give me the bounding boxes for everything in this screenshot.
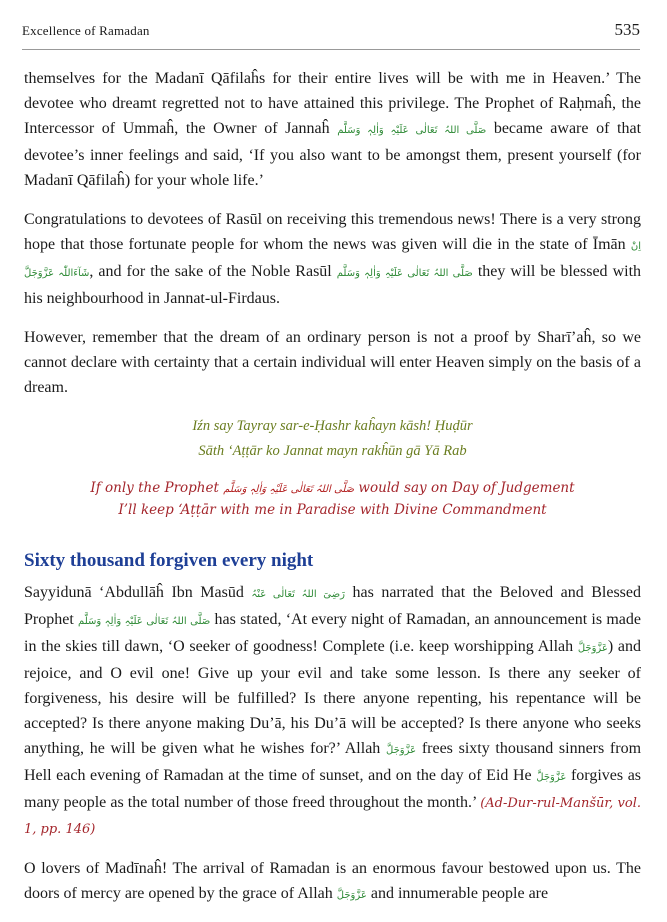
poem-line-transliteration-2: Sāth ‘Aṭṭār ko Jannat mayn rakĥūn gā Yā Rab — [198, 443, 467, 459]
paragraph-dream-caveat — [24, 325, 641, 400]
paragraph-congratulations — [24, 207, 641, 311]
section-heading: Sixty thousand forgiven every night — [24, 550, 314, 571]
page-header — [22, 20, 640, 40]
text-segment: However, remember that the dream of an ordinary person is not a proof by Sharī’aĥ, so we cannot declare with certainty that a certain individual will enter Heaven simply on the basis of a dream. — [24, 329, 641, 396]
insha-allah-glyph: اِنْ شَآءَاللّٰہ عَزَّوَجَلَّ — [24, 241, 642, 279]
salutation-glyph: صَلَّی اللہُ تَعَالٰی عَلَیْہِ وَاٰلِہٖ وَسَلَّم — [336, 268, 473, 279]
text-segment: has narrated that the Beloved and Blessed Prophet — [24, 584, 642, 628]
text-segment: would say on Day of Judgement — [358, 480, 575, 496]
text-segment: If only the Prophet — [90, 480, 219, 496]
text-segment: O lovers of Madīnaĥ! The arrival of Ramadan is an enormous favour bestowed upon us. The doors of mercy are opened by the grace of Allah — [24, 860, 641, 902]
text-segment: Congratulations to devotees of Rasūl on receiving this tremendous news! There is a very strong hope that those fortunate people for whom the news was given will die in the state of Īmān — [24, 211, 641, 253]
text-segment: ) and rejoice, and O evil one! Give up your evil and take some lesson. Is there any seeker of forgiveness, his desire will be fulfilled? Is there anyone repenting, his repentance will be accepted? Is there anyone making Du’ā, his Du’ā will be accepted? Is there anyone who seeks anything, he will be given what he wishes for?’ Allah — [24, 638, 641, 757]
azza-wa-jal-glyph: عَزَّوَجَلَّ — [336, 890, 367, 901]
citation-reference: (Ad-Dur-rul-Manšūr, vol. 1, pp. 146) — [24, 796, 641, 837]
poem-line-translation-2: I’ll keep ‘Aṭṭār with me in Paradise with Divine Commandment — [118, 502, 547, 518]
page-number: 535 — [614, 20, 640, 39]
azza-wa-jal-glyph: عَزَّوَجَلَّ — [386, 745, 417, 756]
poem-spacer — [24, 464, 641, 478]
text-segment: has stated, ‘At every night of Ramadan, an announcement is made in the skies till dawn, ‘O seeker of goodness! Complete (i.e. keep worshipping Allah — [24, 611, 642, 655]
azza-wa-jal-glyph: عَزَّوَجَلَّ — [536, 772, 567, 783]
paragraph-hadith — [24, 580, 641, 842]
text-segment: , and for the sake of the Noble Rasūl — [89, 263, 332, 280]
text-segment: frees sixty thousand sinners from Hell each evening of Ramadan at the time of sunset, and on the day of Eid He — [24, 740, 642, 784]
running-title: Excellence of Ramadan — [22, 23, 150, 38]
page-content — [24, 66, 641, 922]
salutation-glyph: صَلَّی اللہُ تَعَالٰی عَلَیْہِ وَاٰلِہٖ وَسَلَّم — [78, 616, 211, 627]
paragraph-lovers-of-madinah — [24, 856, 641, 908]
salutation-glyph: صَلَّی اللہُ تَعَالٰی عَلَیْہِ وَاٰلِہٖ وَسَلَّم — [337, 125, 487, 136]
text-segment: they will be blessed with his neighbourhood in Jannat-ul-Firdaus. — [24, 263, 642, 307]
text-segment: Sayyidunā ‘Abdullāĥ Ibn Masūd — [24, 584, 244, 601]
poem-line-transliteration-1: Iźn say Tayray sar-e-Ḥashr kaĥayn kāsh! Ḥuḍūr — [192, 418, 473, 434]
paragraph-dream-continuation — [24, 66, 641, 193]
salutation-glyph: صَلَّی اللہُ تَعَالٰی عَلَیْہِ وَاٰلِہٖ وَسَلَّم — [223, 484, 355, 495]
poem-block — [24, 414, 641, 520]
header-divider — [22, 49, 640, 50]
poem-line-translation-1 — [24, 478, 641, 500]
text-segment: became aware of that devotee’s inner feelings and said, ‘If you also want to be amongst them, present yourself (for Madanī Qāfilaĥ) for your whole life.’ — [24, 120, 642, 189]
text-segment: themselves for the Madanī Qāfilaĥs for their entire lives will be with me in Heaven.’ The devotee who dreamt regretted not to have attained this privilege. The Prophet of Raḥmaĥ, the Intercessor of Ummaĥ, the Owner of Jannaĥ — [24, 70, 641, 137]
azza-wa-jal-glyph: عَزَّوَجَلَّ — [577, 643, 608, 654]
text-segment: and innumerable people are — [370, 885, 549, 902]
radiallahu-glyph: رَضِیَ اللہُ تَعَالٰی عَنْہُ — [251, 589, 345, 600]
text-segment: forgives as many people as the total number of those freed throughout the month.’ — [24, 767, 642, 811]
